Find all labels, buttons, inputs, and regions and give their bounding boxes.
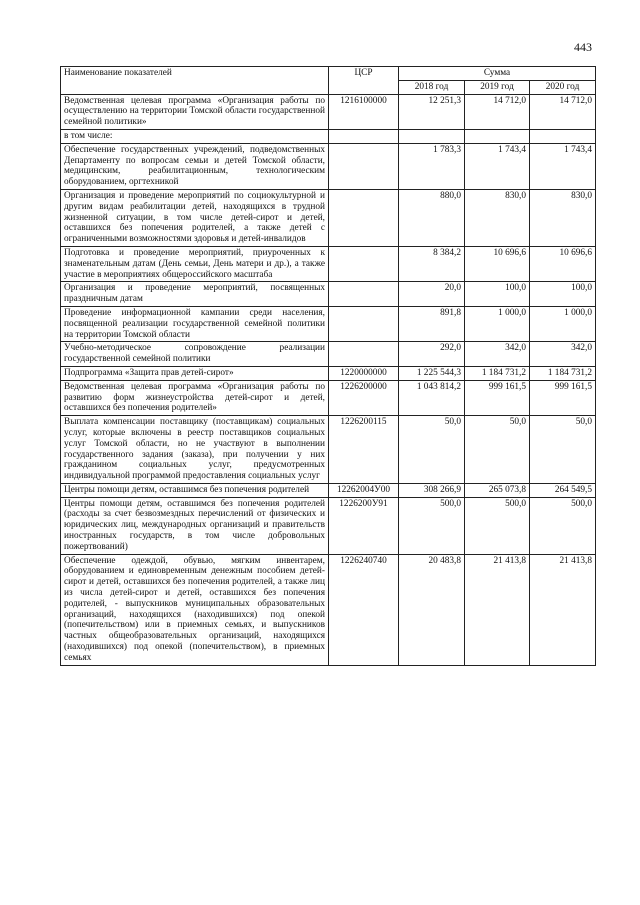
- table-row: [61, 143, 596, 189]
- row-2020-cell: 50,0: [530, 416, 596, 484]
- row-name-cell: Проведение информационной кампании среди населения, посвященной реализации государственной семейной политики на территории Томской области: [61, 306, 329, 341]
- row-2019-cell: 14 712,0: [465, 94, 530, 129]
- row-csr-cell: [329, 143, 399, 189]
- row-csr-cell: [329, 282, 399, 307]
- row-2020-cell: 999 161,5: [530, 380, 596, 415]
- row-name-cell: Выплата компенсации поставщику (поставщикам) социальных услуг, которые включены в реестр поставщиков социальных услуг Томской области, но не участвуют в выполнении государственного задания (заказа), при получении у них гражданином социальных услуг, предусмотренных индивидуальной программой предоставления социальных услуг: [61, 416, 329, 484]
- table-row: [61, 554, 596, 665]
- row-csr-cell: 1220000000: [329, 366, 399, 380]
- row-2019-cell: 342,0: [465, 342, 530, 367]
- row-2020-cell: 100,0: [530, 282, 596, 307]
- row-2020-cell: 1 000,0: [530, 306, 596, 341]
- row-2018-cell: 292,0: [399, 342, 465, 367]
- row-csr-cell: 12262004У00: [329, 483, 399, 497]
- table-row: [61, 416, 596, 484]
- row-name-cell: Подготовка и проведение мероприятий, приуроченных к знаменательным датам (День семьи, День матери и др.), а также участие в мероприятиях общероссийского масштаба: [61, 246, 329, 281]
- row-2020-cell: 1 184 731,2: [530, 366, 596, 380]
- row-2019-cell: 500,0: [465, 497, 530, 554]
- row-2019-cell: 21 413,8: [465, 554, 530, 665]
- row-2019-cell: 1 743,4: [465, 143, 530, 189]
- page-number: 443: [574, 40, 592, 54]
- row-2020-cell: 14 712,0: [530, 94, 596, 129]
- row-2020-cell: 21 413,8: [530, 554, 596, 665]
- row-csr-cell: [329, 306, 399, 341]
- row-2019-cell: 999 161,5: [465, 380, 530, 415]
- row-2020-cell: 264 549,5: [530, 483, 596, 497]
- row-name-cell: Учебно-методическое сопровождение реализации государственной семейной политики: [61, 342, 329, 367]
- table-row: [61, 189, 596, 246]
- row-name-cell: Обеспечение одеждой, обувью, мягким инвентарем, оборудованием и единовременным денежным пособием детей-сирот и детей, оставшихся без попечения родителей, а также лиц из числа детей-сирот и детей, оставшихся без попечения родителей, - выпускников муниципальных образовательных организаций, находящихся (находившихся) под опекой (попечительством) или в приемных семьях, и выпускников частных общеобразовательных организаций, находящихся (находившихся) под опекой (попечительством), в приемных семьях: [61, 554, 329, 665]
- budget-table: [60, 66, 596, 666]
- row-2018-cell: 1 783,3: [399, 143, 465, 189]
- row-csr-cell: [329, 189, 399, 246]
- row-2019-cell: 1 184 731,2: [465, 366, 530, 380]
- table-row: [61, 366, 596, 380]
- row-csr-cell: 1226200000: [329, 380, 399, 415]
- row-2018-cell: 500,0: [399, 497, 465, 554]
- row-2018-cell: 1 225 544,3: [399, 366, 465, 380]
- column-header-csr: ЦСР: [329, 67, 399, 95]
- row-2019-cell: 10 696,6: [465, 246, 530, 281]
- row-2020-cell: 500,0: [530, 497, 596, 554]
- column-header-name: Наименование показателей: [61, 67, 329, 95]
- row-2020-cell: 1 743,4: [530, 143, 596, 189]
- row-2020-cell: 342,0: [530, 342, 596, 367]
- row-csr-cell: [329, 342, 399, 367]
- table-row: [61, 483, 596, 497]
- row-csr-cell: 1226200У91: [329, 497, 399, 554]
- table-row: [61, 246, 596, 281]
- row-2018-cell: 20 483,8: [399, 554, 465, 665]
- row-2019-cell: 50,0: [465, 416, 530, 484]
- row-csr-cell: 1226200115: [329, 416, 399, 484]
- row-name-cell: Ведомственная целевая программа «Организация работы по развитию форм жизнеустройства детей-сирот и детей, оставшихся без попечения родителей»: [61, 380, 329, 415]
- row-2018-cell: 1 043 814,2: [399, 380, 465, 415]
- row-2018-cell: 12 251,3: [399, 94, 465, 129]
- column-header-2019: 2019 год: [465, 80, 530, 94]
- column-header-2018: 2018 год: [399, 80, 465, 94]
- row-name-cell: Организация и проведение мероприятий по социокультурной и другим видам реабилитации детей, находящихся в трудной жизненной ситуации, в том числе детей-сирот и детей, оставшихся без попечения родителей, а также детей с ограниченными возможностями здоровья и детей-инвалидов: [61, 189, 329, 246]
- table-row: [61, 282, 596, 307]
- row-2019-cell: 100,0: [465, 282, 530, 307]
- table-body: [61, 94, 596, 665]
- row-csr-cell: 1226240740: [329, 554, 399, 665]
- row-name-cell: Подпрограмма «Защита прав детей-сирот»: [61, 366, 329, 380]
- row-2018-cell: 50,0: [399, 416, 465, 484]
- column-header-sum: Сумма: [399, 67, 596, 81]
- row-name-cell: Организация и проведение мероприятий, посвященных праздничным датам: [61, 282, 329, 307]
- row-name-cell: Обеспечение государственных учреждений, подведомственных Департаменту по вопросам семьи и детей Томской области, медицинским, реабилитационным, технологическим оборудованием, оргтехникой: [61, 143, 329, 189]
- row-2018-cell: 891,8: [399, 306, 465, 341]
- row-2020-cell: 10 696,6: [530, 246, 596, 281]
- row-2020-cell: 830,0: [530, 189, 596, 246]
- row-2018-cell: 20,0: [399, 282, 465, 307]
- row-2018-cell: 8 384,2: [399, 246, 465, 281]
- row-2019-cell: 265 073,8: [465, 483, 530, 497]
- table-row: [61, 380, 596, 415]
- column-header-2020: 2020 год: [530, 80, 596, 94]
- row-name-cell: Ведомственная целевая программа «Организация работы по осуществлению на территории Томской области государственной семейной политики»: [61, 94, 329, 129]
- row-2019-cell: 830,0: [465, 189, 530, 246]
- row-csr-cell: [329, 246, 399, 281]
- row-name-cell: Центры помощи детям, оставшимся без попечения родителей (расходы за счет безвозмездных перечислений от физических и юридических лиц, международных организаций и правительств иностранных государств, в том числе добровольных пожертвований): [61, 497, 329, 554]
- table-row: [61, 342, 596, 367]
- table-row: [61, 497, 596, 554]
- table-row: [61, 94, 596, 129]
- row-2020-cell: [530, 129, 596, 143]
- row-csr-cell: [329, 129, 399, 143]
- row-2019-cell: 1 000,0: [465, 306, 530, 341]
- row-name-cell: в том числе:: [61, 129, 329, 143]
- table-row: [61, 306, 596, 341]
- row-2018-cell: 880,0: [399, 189, 465, 246]
- table-row: [61, 129, 596, 143]
- row-2018-cell: 308 266,9: [399, 483, 465, 497]
- row-csr-cell: 1216100000: [329, 94, 399, 129]
- row-2018-cell: [399, 129, 465, 143]
- row-2019-cell: [465, 129, 530, 143]
- row-name-cell: Центры помощи детям, оставшимся без попечения родителей: [61, 483, 329, 497]
